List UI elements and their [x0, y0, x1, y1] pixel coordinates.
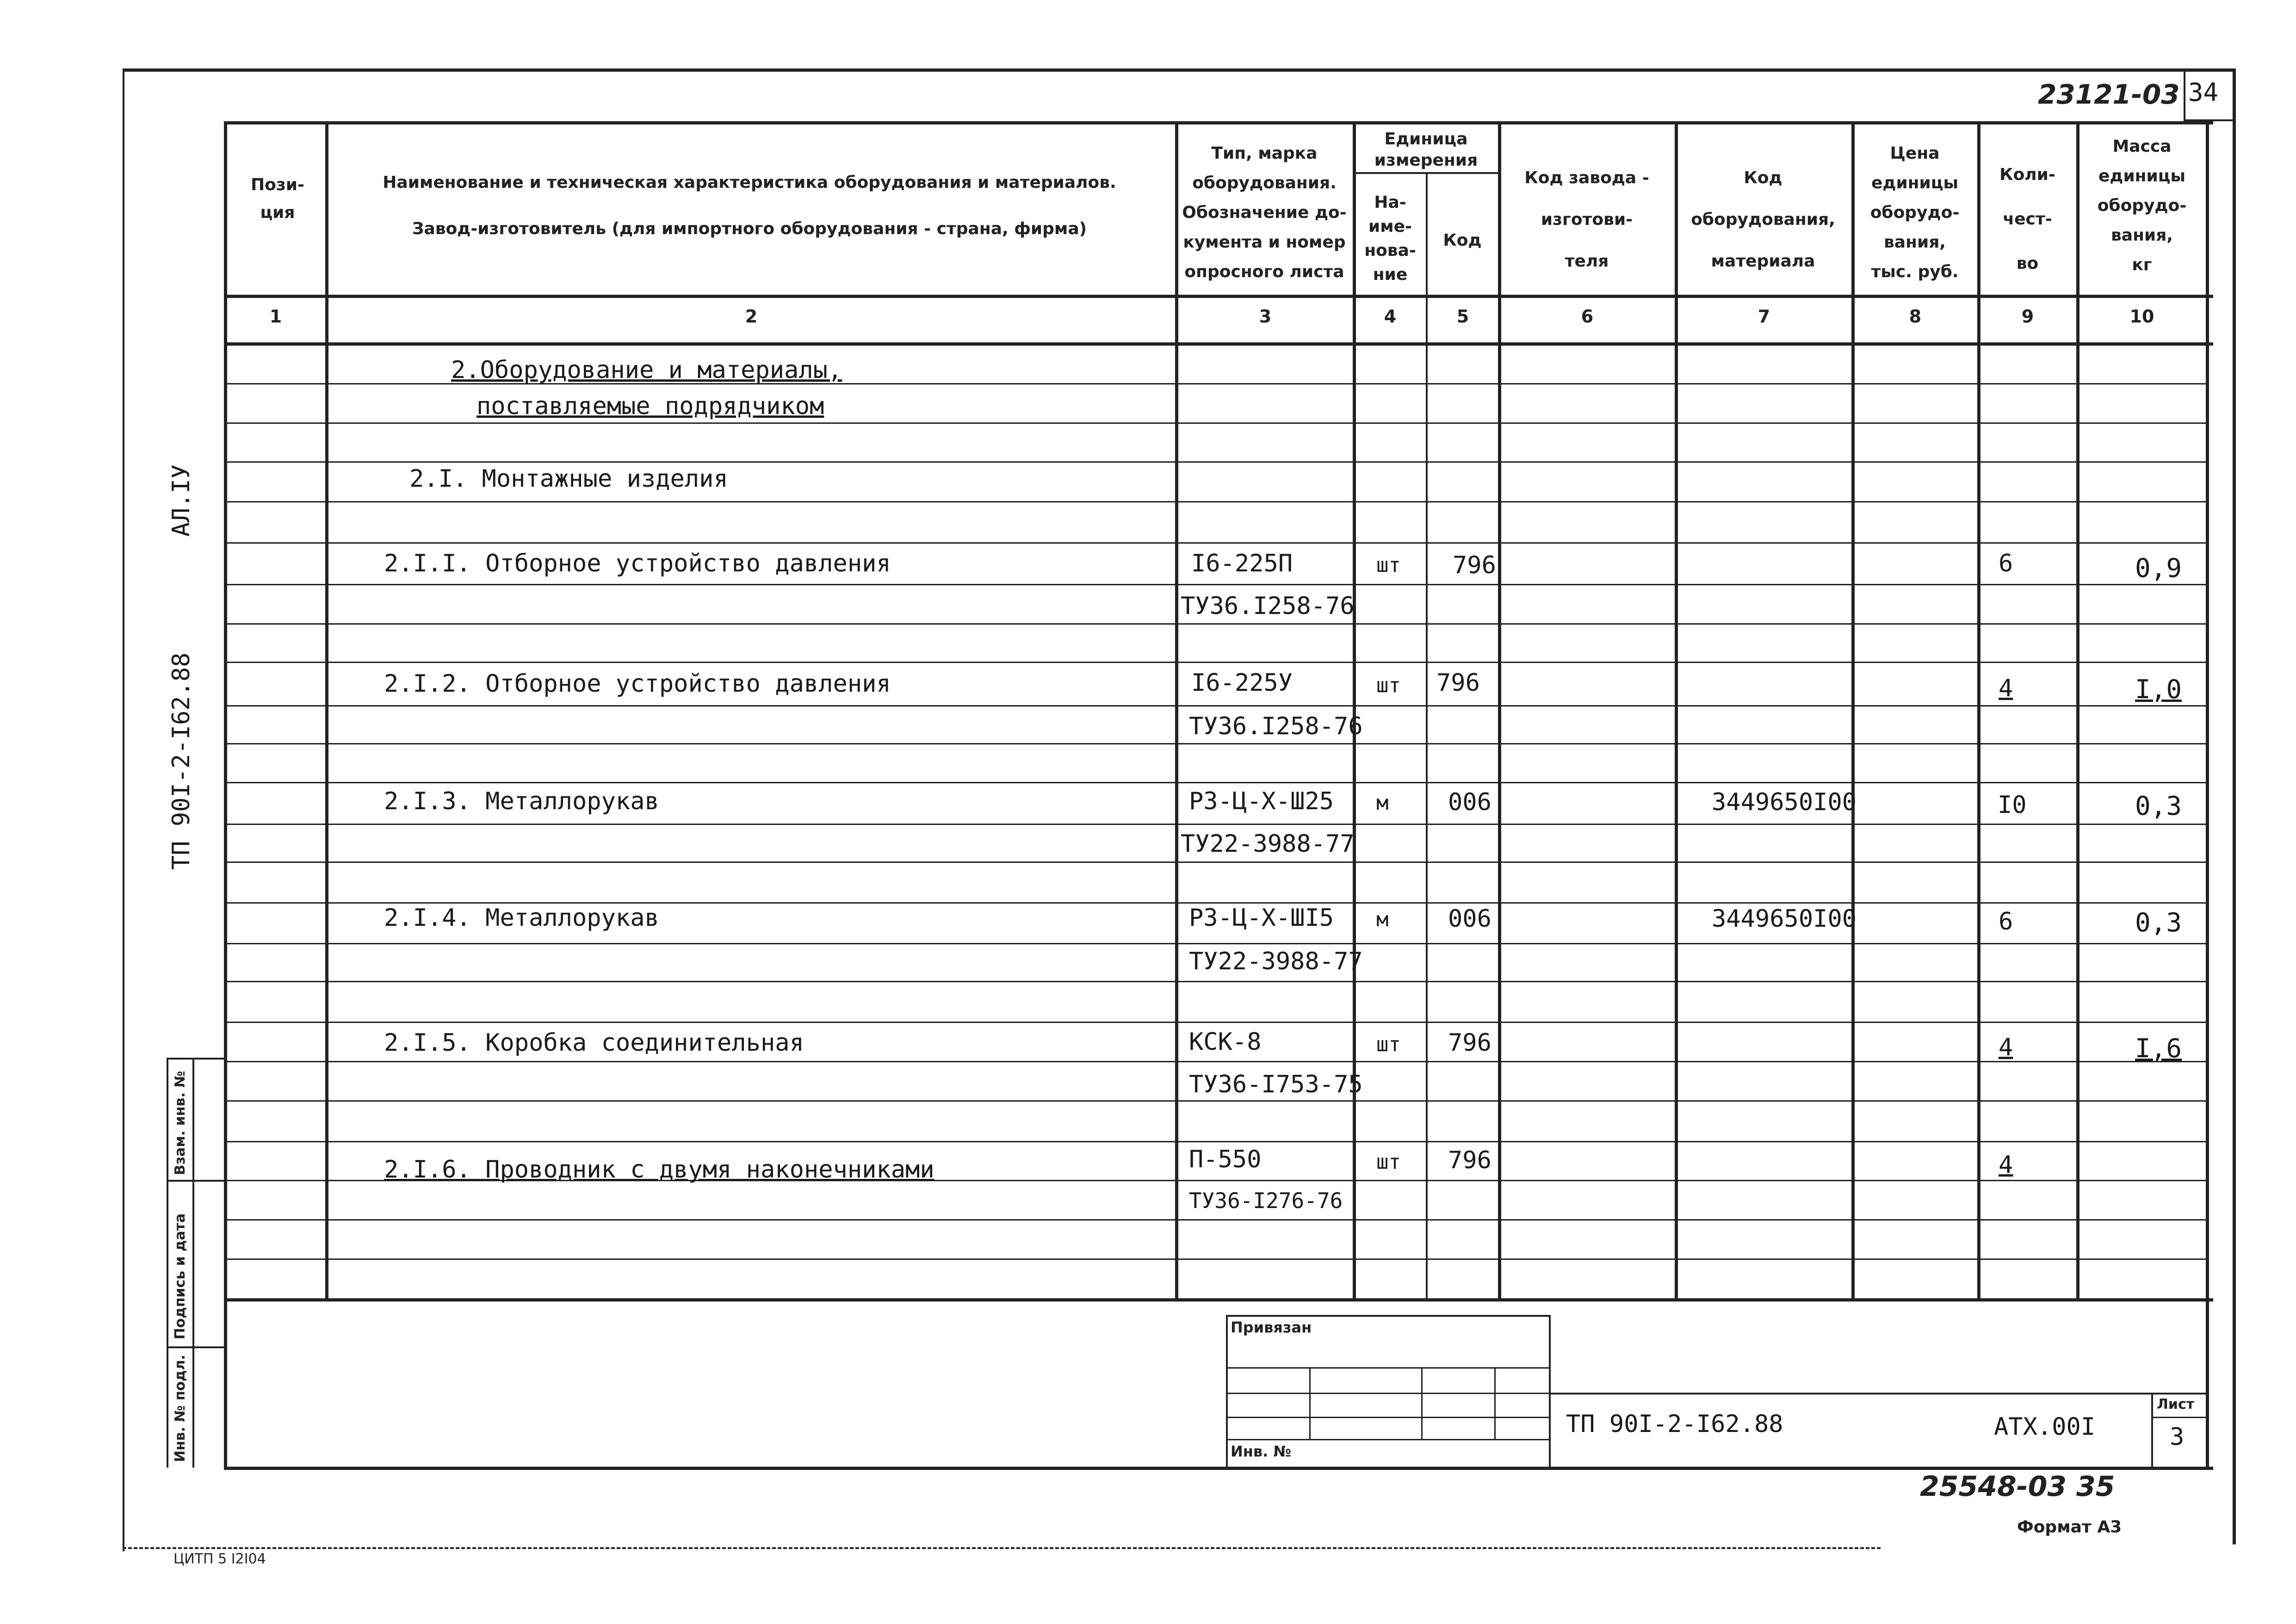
section-title: 2.Оборудование и материалы,: [451, 356, 842, 384]
item-type: Р3-Ц-Х-ШI5: [1189, 904, 1334, 932]
header-unit-name: На- име- нова- ние: [1364, 193, 1416, 284]
item-mass: 0,3: [2135, 791, 2182, 821]
col-line-6: [1675, 121, 1678, 1299]
row-line: [224, 662, 2207, 663]
col-line-9: [2076, 121, 2079, 1299]
header-price: Цена единицы оборудо- вания, тыс. руб.: [1870, 144, 1960, 281]
stamp-line: [1226, 1367, 1550, 1369]
colnum-6: 6: [1581, 306, 1594, 327]
item-name: 2.I.3. Металлорукав: [384, 787, 659, 815]
item-type: I6-225П: [1191, 550, 1293, 577]
row-line: [224, 824, 2207, 825]
title-block-doc: АТХ.00I: [1994, 1413, 2096, 1441]
unit-header-divider: [1353, 172, 1498, 174]
item-unit: м: [1376, 908, 1389, 931]
col-line-5: [1498, 121, 1501, 1299]
title-block-line: [1549, 1393, 2207, 1395]
header-unit: Единица измерения: [1374, 130, 1478, 170]
item-qty: 4: [1999, 1034, 2013, 1061]
item-name: 2.I.6. Проводник с двумя наконечниками: [384, 1156, 934, 1184]
frame-left-line: [123, 68, 124, 1551]
item-name: 2.I.4. Металлорукав: [384, 904, 659, 932]
col-line-2: [1175, 121, 1178, 1299]
subsection-title: 2.I. Монтажные изделия: [409, 465, 728, 493]
stamp-line: [1421, 1367, 1423, 1439]
bottom-number: 25548-03 35: [1920, 1470, 2115, 1503]
row-line: [224, 422, 2207, 424]
stamp-line: [1494, 1367, 1496, 1439]
title-block-sheet-number: 3: [2170, 1423, 2185, 1451]
item-mass: I,6: [2135, 1034, 2182, 1064]
side-stamp-line: [192, 1058, 194, 1468]
item-mass: I,0: [2135, 675, 2182, 705]
stamp-bound-label: Привязан: [1231, 1319, 1312, 1336]
header-type: Тип, марка оборудования. Обозначение до- кумента и номер опросного листа: [1182, 144, 1347, 281]
colnum-3: 3: [1259, 306, 1272, 327]
row-line: [224, 943, 2207, 944]
side-stamp-signature-date: Подпись и дата: [172, 1213, 188, 1339]
header-maker-code: Код завода - изготови- теля: [1524, 168, 1649, 271]
item-doc: ТУ22-3988-77: [1181, 830, 1355, 858]
stamp-line: [1549, 1315, 1551, 1468]
colnum-2: 2: [745, 306, 758, 327]
item-name: 2.I.5. Коробка соединительная: [384, 1029, 804, 1057]
stamp-line: [1226, 1417, 1550, 1418]
side-project-label: ТП 90I-2-I62.88: [167, 652, 195, 870]
header-unit-code: Код: [1443, 231, 1482, 250]
side-stamp-line: [167, 1058, 168, 1468]
item-doc: ТУ36-I276-76: [1189, 1188, 1343, 1213]
header-equipment-code: Код оборудования, материала: [1691, 168, 1835, 271]
table-top-line: [224, 121, 2213, 124]
colnum-4: 4: [1384, 306, 1397, 327]
colnum-9: 9: [2021, 306, 2034, 327]
colnum-7: 7: [1758, 306, 1770, 327]
side-stamp-original-inv: Инв. № подл.: [172, 1354, 188, 1462]
item-equipment-code: 3449650I00: [1712, 788, 1857, 816]
side-stamp-line: [167, 1058, 224, 1060]
row-line: [224, 1141, 2207, 1142]
row-line: [224, 782, 2207, 783]
item-code: 796: [1436, 669, 1480, 697]
item-code: 006: [1448, 905, 1491, 933]
item-unit: шт: [1376, 553, 1401, 577]
stamp-line: [1309, 1367, 1311, 1439]
row-line: [224, 501, 2207, 502]
print-code: ЦИТП 5 I2I04: [173, 1551, 266, 1567]
item-equipment-code: 3449650I00: [1712, 905, 1857, 933]
row-line: [224, 862, 2207, 863]
item-type: Р3-Ц-Х-Ш25: [1189, 787, 1334, 815]
title-block-sheet-label: Лист: [2157, 1396, 2195, 1413]
top-right-number: 23121-03: [2038, 79, 2180, 110]
item-qty: 6: [1999, 908, 2013, 936]
row-line: [224, 981, 2207, 982]
title-block-line: [2151, 1393, 2153, 1468]
colnum-bottom-line: [224, 342, 2213, 346]
col-line-7: [1851, 121, 1855, 1299]
row-line: [224, 902, 2207, 904]
item-unit: м: [1376, 791, 1389, 815]
item-unit: шт: [1376, 1150, 1401, 1174]
item-code: 796: [1448, 1029, 1491, 1057]
row-line: [224, 743, 2207, 744]
colnum-5: 5: [1456, 306, 1469, 327]
frame-right-line: [2233, 68, 2236, 1544]
item-code: 796: [1448, 1147, 1491, 1174]
side-stamp-line: [167, 1180, 224, 1182]
row-line: [224, 623, 2207, 625]
frame-bottom-line: [123, 1547, 1881, 1549]
stamp-line: [1226, 1439, 1550, 1440]
stamp-line: [1226, 1315, 1228, 1468]
header-mass: Масса единицы оборудо- вания, кг: [2097, 137, 2187, 274]
item-type: I6-225У: [1191, 669, 1293, 697]
item-unit: шт: [1376, 674, 1401, 697]
row-line: [224, 1258, 2207, 1260]
stamp-line: [1226, 1315, 1550, 1317]
stamp-inv-label: Инв. №: [1231, 1443, 1291, 1460]
stamp-line: [1226, 1393, 1550, 1394]
format-label: Формат А3: [2017, 1518, 2122, 1537]
item-doc: ТУ22-3988-77: [1189, 948, 1363, 975]
colnum-10: 10: [2129, 306, 2154, 327]
item-name: 2.I.I. Отборное устройство давления: [384, 550, 891, 577]
title-block-line: [2151, 1417, 2207, 1418]
item-qty: 4: [1999, 1151, 2013, 1179]
row-line: [224, 1022, 2207, 1023]
item-mass: 0,3: [2135, 908, 2182, 938]
row-line: [224, 1219, 2207, 1221]
header-quantity: Коли- чест- во: [1999, 165, 2055, 273]
item-code: 796: [1453, 552, 1496, 579]
col-line-3: [1353, 121, 1356, 1299]
page-number-divider: [2184, 68, 2185, 120]
header-position: Пози- ция: [251, 175, 304, 222]
side-sheet-label: АЛ.IУ: [167, 464, 195, 537]
side-stamp-replaced-inv: Взам. инв. №: [172, 1071, 188, 1175]
col-line-10: [2206, 121, 2209, 1468]
item-qty: 4: [1999, 675, 2013, 702]
row-line: [224, 705, 2207, 707]
item-code: 006: [1448, 788, 1491, 816]
col-line-4: [1426, 172, 1428, 1299]
item-unit: шт: [1376, 1033, 1401, 1056]
frame-top-line: [123, 68, 2236, 72]
item-qty: I0: [1998, 791, 2027, 819]
item-doc: ТУ36.I258-76: [1181, 592, 1355, 620]
item-type: П-550: [1189, 1146, 1262, 1173]
row-line: [224, 542, 2207, 544]
item-mass: 0,9: [2135, 553, 2182, 583]
colnum-1: 1: [269, 306, 282, 327]
page-number: 34: [2188, 78, 2219, 107]
header-bottom-line: [224, 295, 2213, 298]
row-line: [224, 1061, 2207, 1062]
side-stamp-line: [167, 1346, 224, 1348]
item-name: 2.I.2. Отборное устройство давления: [384, 670, 891, 698]
item-doc: ТУ36-I753-75: [1189, 1071, 1363, 1098]
title-block-code: ТП 90I-2-I62.88: [1566, 1410, 1783, 1438]
row-line: [224, 461, 2207, 463]
table-bottom-line: [224, 1467, 2213, 1470]
colnum-8: 8: [1909, 306, 1922, 327]
header-name: Наименование и техническая характеристика оборудования и материалов. Завод-изготовитель (для импортного оборудования - страна, фирма): [383, 173, 1116, 238]
item-type: КСК-8: [1189, 1028, 1262, 1056]
col-line-8: [1977, 121, 1980, 1299]
col-line-1: [325, 121, 328, 1299]
row-line: [224, 584, 2207, 585]
row-line: [224, 1100, 2207, 1102]
table-body-bottom-line: [224, 1298, 2213, 1302]
item-doc: ТУ36.I258-76: [1189, 713, 1363, 740]
item-qty: 6: [1999, 550, 2013, 577]
section-title-line2: поставляемые подрядчиком: [477, 392, 824, 420]
